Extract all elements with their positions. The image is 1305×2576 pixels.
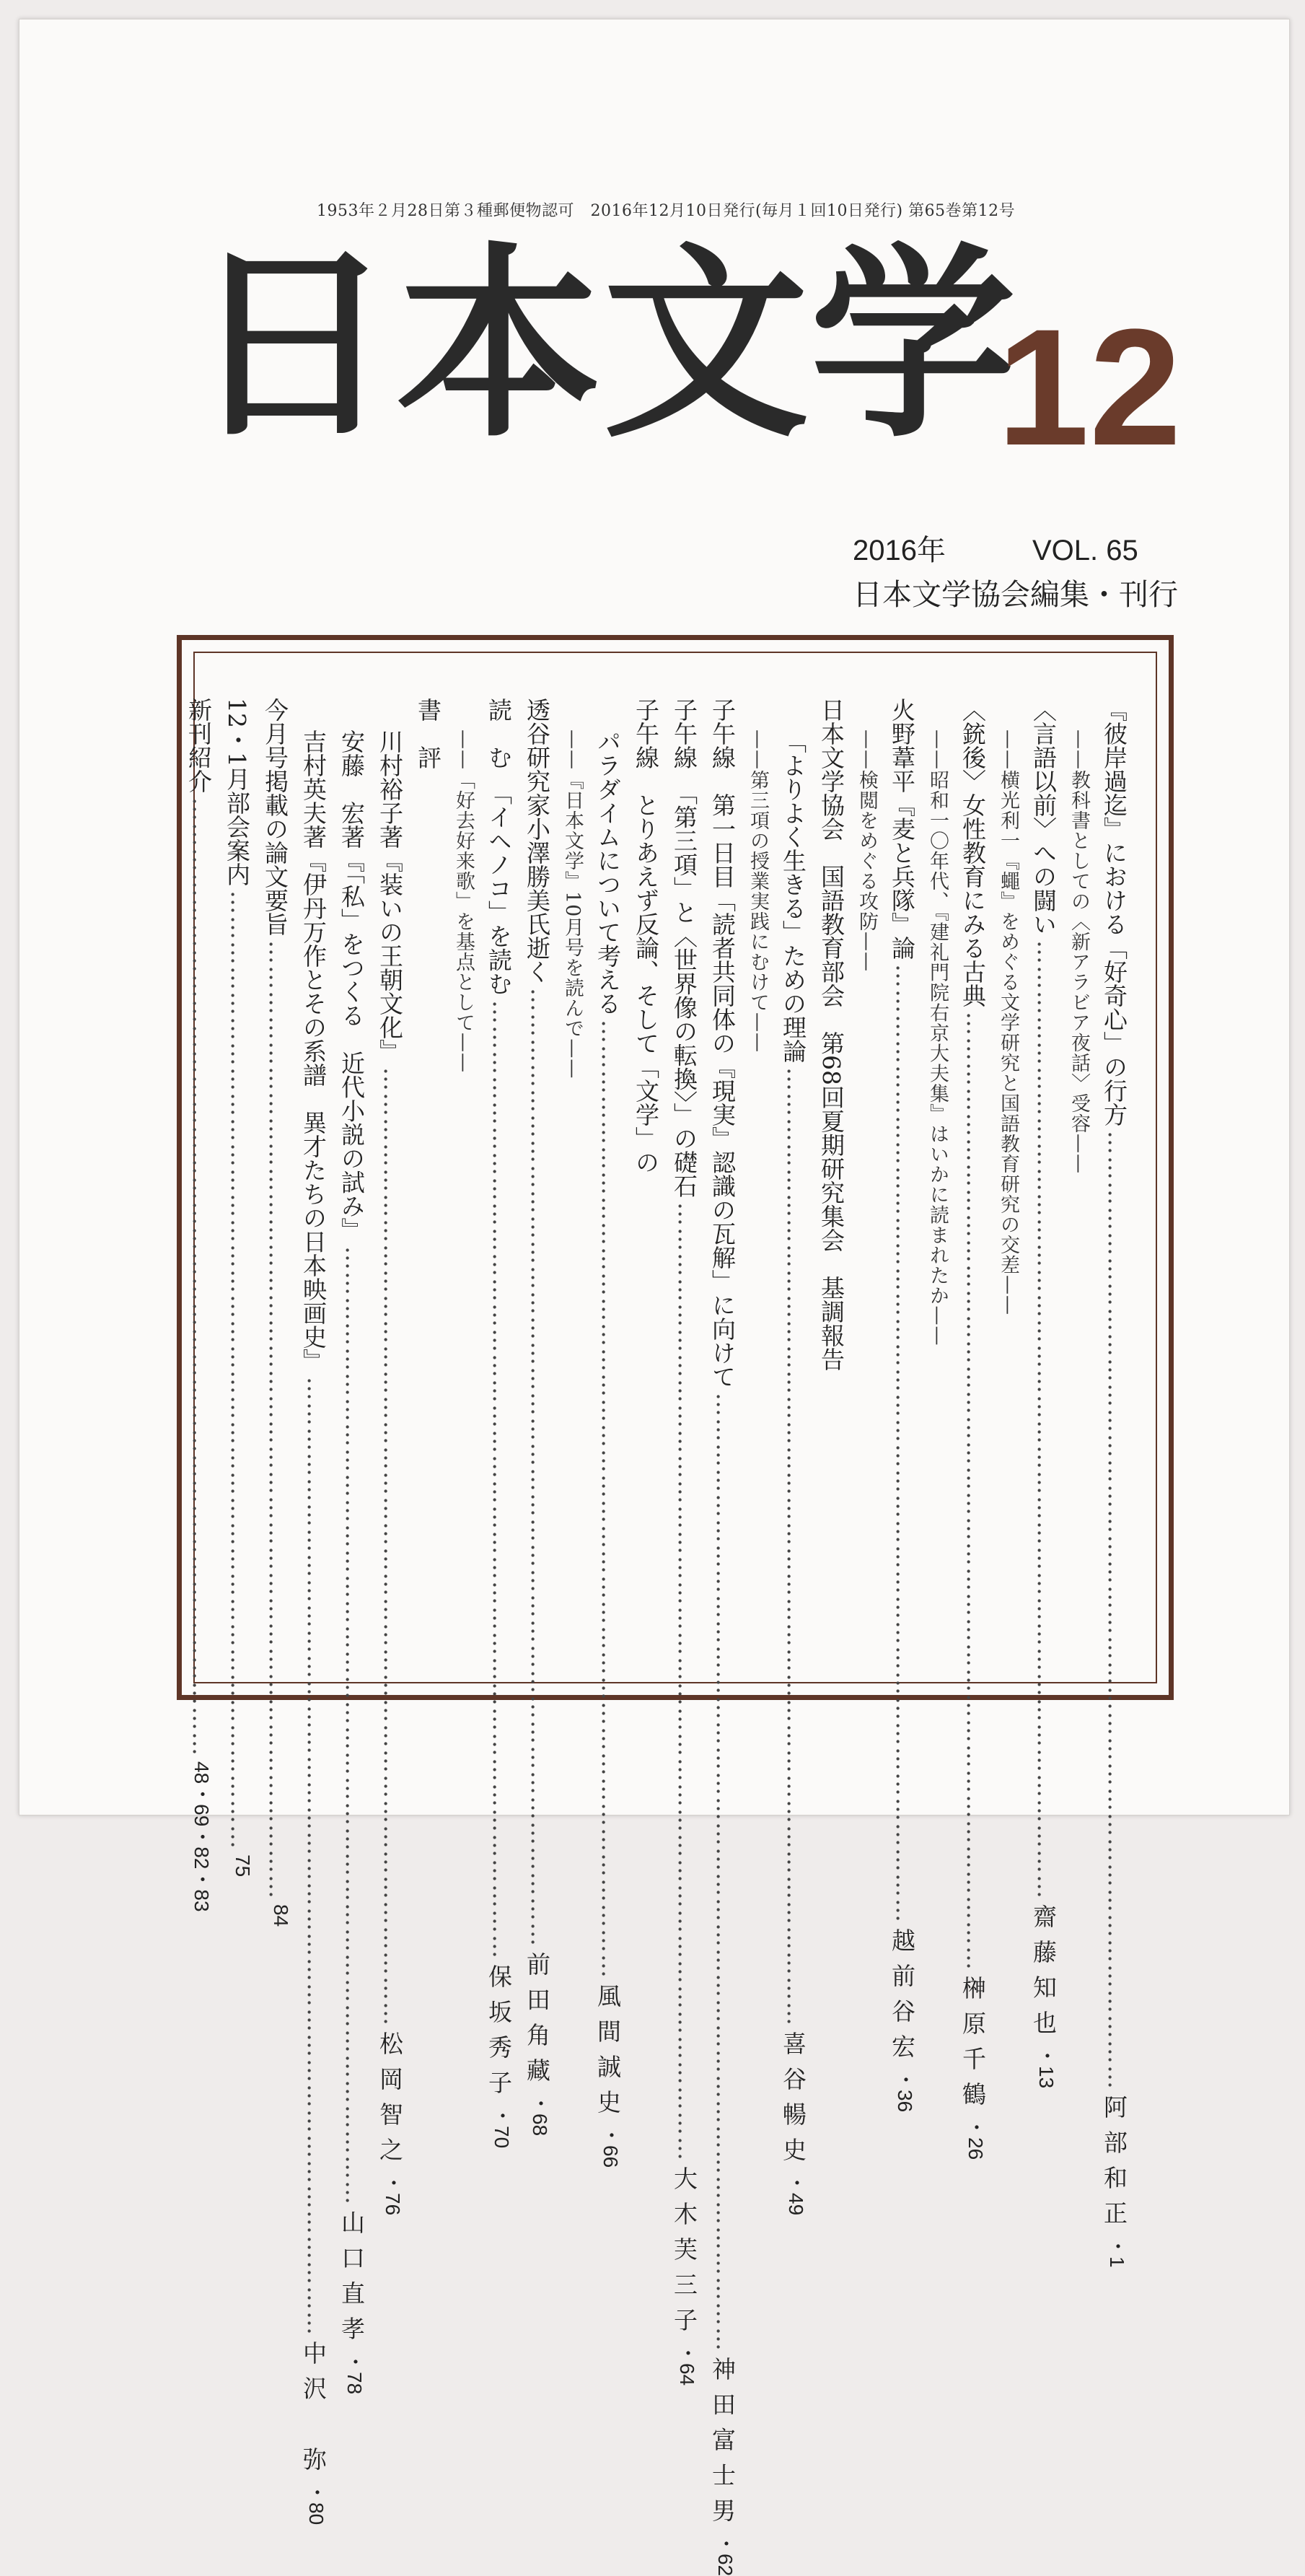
- toc-entry-page: ・26: [965, 2117, 987, 2160]
- year-label: 2016年: [853, 535, 946, 566]
- toc-entry-title: 子午線 とりあえず反論、そして「文学」の: [632, 698, 660, 1174]
- toc-leader-dots: [220, 886, 254, 1854]
- toc-entry-title: 子午線 第一日目「読者共同体の『現実』認識の瓦解」に向けて: [708, 698, 737, 1388]
- postal-permit-line: 1953年２月28日第３種郵便物認可 2016年12月10日発行(毎月１回10日発行) 第65巻第12号: [317, 202, 1016, 220]
- toc-entry-author: 中沢 弥: [299, 2341, 328, 2482]
- toc-entry-title: 透谷研究家小澤勝美氏逝く: [523, 698, 551, 983]
- toc-entry-author: 保坂秀子: [485, 1963, 513, 2106]
- toc-entry: [520, 698, 554, 2137]
- toc-entry-author: 神田富士男: [708, 2357, 737, 2533]
- toc-columns: [185, 698, 1131, 2576]
- volume-label: VOL. 65: [1032, 535, 1138, 566]
- toc-entry: [885, 698, 919, 2113]
- toc-entry-page: ・36: [894, 2069, 916, 2113]
- toc-entry-title: 今月号掲載の論文要旨: [261, 698, 289, 936]
- toc-entry-page: ・64: [676, 2343, 698, 2386]
- toc-entry-page: 48・69・82・83: [190, 1761, 213, 1912]
- toc-entry: [220, 698, 254, 1878]
- toc-entry: [591, 698, 625, 2168]
- toc-subtitle: ——教科書としての〈新アラビア夜話〉受容——: [1068, 730, 1090, 1174]
- toc-entry-page: ・70: [491, 2105, 513, 2148]
- toc-entry-title: 書 評: [414, 698, 442, 769]
- toc-entry-page: ・80: [305, 2482, 328, 2525]
- toc-entry-title: 新刊紹介: [185, 698, 213, 793]
- toc-entry-title: パラダイムについて考える: [594, 730, 622, 1015]
- toc-entry: [335, 698, 369, 2394]
- toc-entry: [1097, 698, 1131, 2268]
- toc-subtitle: ——第三項の授業実践にむけて——: [747, 730, 769, 1053]
- toc-entry-title: 子午線 「第三項」と〈世界像の転換〉」の礎石: [670, 698, 698, 1198]
- toc-entry-page: ・62: [714, 2533, 737, 2576]
- publisher-label: 日本文学協会編集・刊行: [853, 577, 1178, 612]
- toc-entry-title: 火野葦平『麦と兵隊』論: [888, 698, 916, 960]
- toc-entry-page: ・78: [343, 2351, 366, 2394]
- toc-entry-page: ・68: [529, 2093, 551, 2137]
- toc-leader-dots: [296, 1372, 330, 2341]
- toc-entry-title: 「よりよく生きる」ための理論: [779, 730, 807, 1063]
- toc-entry-page: 84: [270, 1904, 292, 1927]
- toc-entry-author: 大木芙三子: [670, 2166, 698, 2343]
- toc-leader-dots: [667, 1198, 701, 2166]
- magazine-title: 日本文学: [189, 226, 1017, 465]
- toc-entry-title: 川村裕子著『装いの王朝文化』: [376, 730, 404, 1063]
- toc-leader-dots: [482, 996, 516, 1964]
- toc-leader-dots: [1097, 1126, 1131, 2095]
- toc-entry-title: 〈言語以前〉への闘い: [1029, 698, 1058, 936]
- toc-leader-dots: [520, 983, 554, 1952]
- magazine-cover: [19, 19, 1290, 2576]
- toc-entry: [814, 698, 848, 1686]
- toc-subtitle: ——昭和一〇年代、『建礼門院右京大夫集』はいかに読まれたか——: [926, 730, 949, 1346]
- toc-entry-page: ・49: [785, 2173, 807, 2216]
- toc-entry-author: 榊原千鶴: [959, 1976, 987, 2117]
- toc-entry-title: 〈銃後〉女性教育にみる古典: [959, 698, 987, 1007]
- toc-entry: [667, 698, 701, 2386]
- toc-leader-dots: [956, 1007, 990, 1976]
- toc-entry: [411, 698, 445, 1686]
- toc-leader-dots: [776, 1063, 810, 2031]
- toc-leader-dots: [258, 936, 292, 1904]
- toc-entry: [258, 698, 292, 1927]
- toc-inner-frame: [185, 652, 1157, 2576]
- toc-entry-page: ・13: [1035, 2046, 1058, 2089]
- toc-subtitle: ——横光利一『蠅』をめぐる文学研究と国語教育研究の交差——: [997, 730, 1019, 1315]
- toc-entry-author: 山口直孝: [338, 2209, 366, 2352]
- table-of-contents: [177, 635, 1174, 2576]
- toc-leader-dots: [182, 793, 216, 1761]
- toc-subtitle: ——『日本文学』10月号を読んで——: [561, 730, 584, 1079]
- toc-entry: [1027, 698, 1060, 2089]
- toc-entry: [776, 698, 810, 2216]
- toc-subtitle: ——「好去好来歌」を基点として——: [452, 730, 475, 1073]
- toc-entry-author: 風間誠史: [594, 1984, 622, 2125]
- toc-entry-page: ・1: [1106, 2236, 1128, 2268]
- toc-entry-author: 松岡智之: [376, 2031, 404, 2173]
- toc-leader-dots: [373, 1063, 407, 2031]
- toc-leader-dots: [591, 1015, 625, 1984]
- toc-entry: [182, 698, 216, 1912]
- toc-entry: [482, 698, 516, 2148]
- toc-entry-page: ・66: [599, 2125, 622, 2168]
- toc-entry-author: 阿部和正: [1100, 2095, 1128, 2236]
- toc-entry-title: 『彼岸過迄』における「好奇心」の行方: [1100, 698, 1128, 1126]
- issue-number: 12: [997, 294, 1182, 480]
- toc-leader-dots: [706, 1388, 739, 2357]
- toc-entry-title: 日本文学協会 国語教育部会 第68回夏期研究集会 基調報告: [817, 698, 845, 1371]
- toc-entry-author: 前田角藏: [523, 1952, 551, 2093]
- toc-entry: [373, 698, 407, 2216]
- toc-entry-title: 12・1月部会案内: [223, 698, 251, 886]
- toc-entry: [296, 698, 330, 2525]
- toc-entry-page: 75: [232, 1854, 254, 1878]
- toc-entry: [706, 698, 739, 2576]
- toc-entry-title: 吉村英夫著『伊丹万作とその系譜 異才たちの日本映画史』: [299, 730, 328, 1372]
- toc-leader-dots: [1027, 936, 1060, 1904]
- toc-leader-dots: [885, 960, 919, 1928]
- toc-entry-author: 齋藤知也: [1029, 1904, 1058, 2046]
- toc-leader-dots: [335, 1242, 369, 2210]
- toc-entry-page: ・76: [382, 2173, 404, 2216]
- toc-entry: [956, 698, 990, 2160]
- toc-entry-author: 喜谷暢史: [779, 2031, 807, 2173]
- toc-entry-author: 越前谷宏: [888, 1928, 916, 2069]
- toc-entry-title: 読 む 「イヘノコ」を読む: [485, 698, 513, 996]
- toc-entry: [629, 698, 663, 1686]
- toc-subtitle: ——検閲をめぐる攻防——: [856, 730, 878, 972]
- year-volume-line: [853, 527, 1138, 569]
- toc-entry-title: 安藤 宏著『「私」をつくる 近代小説の試み』: [338, 730, 366, 1242]
